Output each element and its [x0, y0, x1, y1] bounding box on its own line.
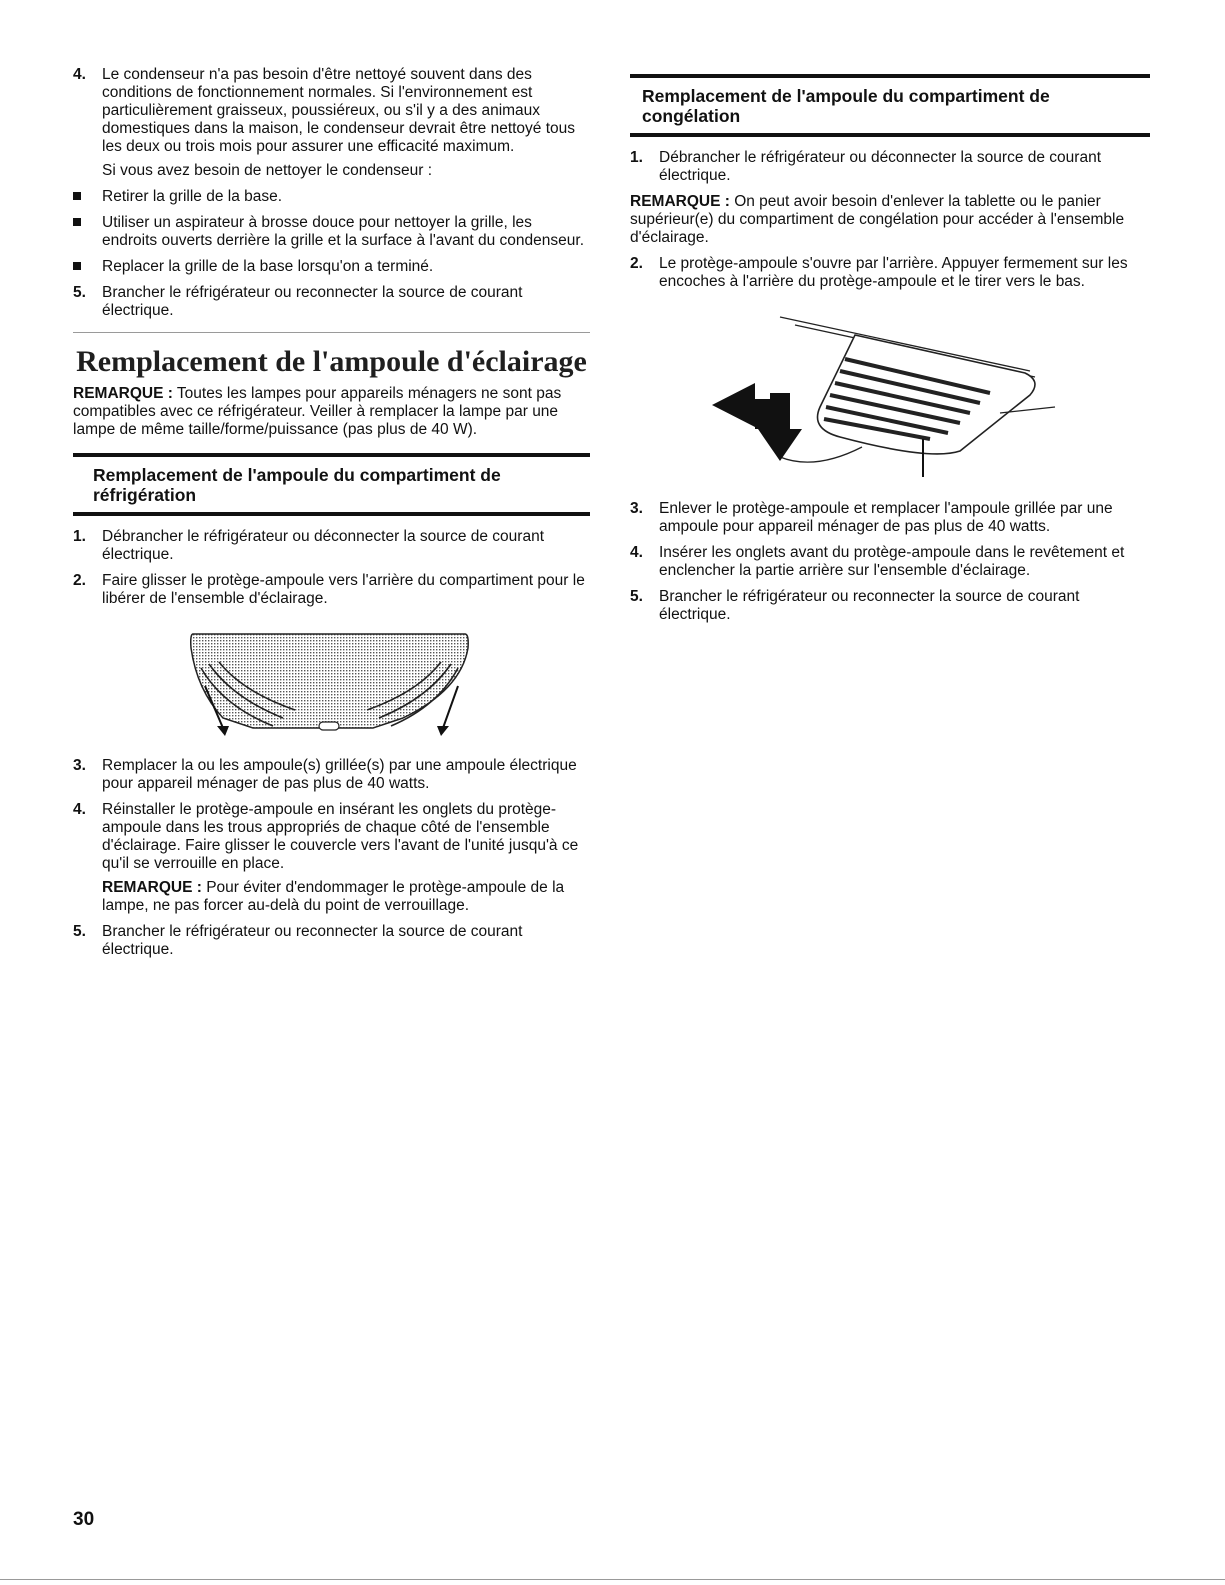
note-text: Toutes les lampes pour appareils ménagers ne sont pas compatibles avec ce réfrigérateur. Veiller à remplacer la lampe par une lampe de même taille/forme/puissance (pas plus de 40 W).	[73, 385, 562, 438]
step-text: Brancher le réfrigérateur ou reconnecter la source de courant électrique.	[102, 284, 523, 319]
step-number: 2.	[73, 572, 86, 589]
step-intro: Si vous avez besoin de nettoyer le condenseur :	[102, 162, 433, 179]
step-number: 1.	[630, 149, 643, 166]
note-label: REMARQUE :	[102, 879, 202, 896]
note-text: On peut avoir besoin d'enlever la tablette ou le panier supérieur(e) du compartiment de congélation pour accéder à l'ensemble d'éclairage.	[630, 193, 1125, 246]
freezer-step-4	[630, 544, 1150, 580]
page-bottom-rule	[0, 1579, 1225, 1580]
freezer-step-1	[630, 149, 1150, 185]
note-label: REMARQUE :	[630, 193, 730, 210]
bullet-text: Replacer la grille de la base lorsqu'on a terminé.	[102, 258, 434, 275]
step-number: 4.	[73, 66, 86, 83]
step-number: 4.	[630, 544, 643, 561]
step-text: Remplacer la ou les ampoule(s) grillée(s) par une ampoule électrique pour appareil ménager de pas plus de 40 watts.	[102, 757, 577, 792]
square-bullet-icon	[73, 262, 81, 270]
condenser-step-5	[73, 284, 590, 320]
subheading-refrigerator	[73, 453, 590, 516]
note-text: Pour éviter d'endommager le protège-ampoule de la lampe, ne pas forcer au-delà du point de verrouillage.	[102, 879, 565, 914]
bullet-text: Utiliser un aspirateur à brosse douce pour nettoyer la grille, les endroits ouverts derrière la grille et la surface à l'avant du condenseur.	[102, 214, 585, 249]
bullet-item	[73, 258, 590, 276]
note	[73, 385, 590, 439]
note	[630, 193, 1150, 247]
square-bullet-icon	[73, 192, 81, 200]
step-number: 2.	[630, 255, 643, 272]
fridge-step-2	[73, 572, 590, 608]
step-text: Débrancher le réfrigérateur ou déconnecter la source de courant électrique.	[102, 528, 545, 563]
subheading-freezer	[630, 74, 1150, 137]
fridge-step-3	[73, 757, 590, 793]
step-number: 1.	[73, 528, 86, 545]
step-text: Enlever le protège-ampoule et remplacer l'ampoule grillée par une ampoule pour appareil ménager de pas plus de 40 watts.	[659, 500, 1113, 535]
light-shield-drawing	[73, 628, 590, 738]
bullet-text: Retirer la grille de la base.	[102, 188, 283, 205]
fridge-step-5	[73, 923, 590, 959]
refrigerator-light-shield-illustration	[73, 628, 590, 743]
note-label: REMARQUE :	[73, 385, 173, 402]
freezer-step-5	[630, 588, 1150, 624]
right-column	[630, 66, 1150, 632]
page-number: 30	[73, 1509, 95, 1530]
square-bullet-icon	[73, 218, 81, 226]
bullet-item	[73, 188, 590, 206]
condenser-step-4	[73, 66, 590, 180]
step-number: 5.	[73, 284, 86, 301]
fridge-step-4	[73, 801, 590, 915]
step-text: Débrancher le réfrigérateur ou déconnecter la source de courant électrique.	[659, 149, 1102, 184]
step-number: 3.	[73, 757, 86, 774]
subheading-text: Remplacement de l'ampoule du compartiment de congélation	[642, 86, 1050, 126]
section-divider	[73, 332, 590, 333]
step-number: 3.	[630, 500, 643, 517]
bullet-item	[73, 214, 590, 250]
fridge-step-1	[73, 528, 590, 564]
step-number: 5.	[630, 588, 643, 605]
step-number: 5.	[73, 923, 86, 940]
freezer-step-3	[630, 500, 1150, 536]
step-text: Brancher le réfrigérateur ou reconnecter la source de courant électrique.	[102, 923, 523, 958]
step-text: Réinstaller le protège-ampoule en insérant les onglets du protège-ampoule dans les trous appropriés de chaque côté de l'ensemble d'éclairage. Faire glisser le couvercle vers l'avant de l'unité jusqu'à ce qu'il se verrouille en place.	[102, 801, 579, 872]
step-text: Le protège-ampoule s'ouvre par l'arrière. Appuyer fermement sur les encoches à l'arrière du protège-ampoule et le tirer vers le bas.	[659, 255, 1128, 290]
step-text: Brancher le réfrigérateur ou reconnecter la source de courant électrique.	[659, 588, 1080, 623]
freezer-shield-drawing	[630, 311, 1150, 481]
step-text: Le condenseur n'a pas besoin d'être nettoyé souvent dans des conditions de fonctionnement normales. Si l'environnement est particulièrement graisseux, poussiéreux, ou s'il y a des animaux domestiques dans la maison, le condenseur devrait être nettoyé tous les deux ou trois mois pour assurer une efficacité maximum.	[102, 66, 576, 155]
subheading-text: Remplacement de l'ampoule du compartiment de réfrigération	[93, 465, 501, 505]
step-note	[102, 879, 590, 915]
left-column	[73, 66, 590, 967]
step-text: Insérer les onglets avant du protège-ampoule dans le revêtement et enclencher la partie arrière sur l'ensemble d'éclairage.	[659, 544, 1125, 579]
freezer-light-shield-illustration	[630, 311, 1150, 486]
step-number: 4.	[73, 801, 86, 818]
freezer-step-2	[630, 255, 1150, 291]
step-text: Faire glisser le protège-ampoule vers l'arrière du compartiment pour le libérer de l'ensemble d'éclairage.	[102, 572, 585, 607]
section-title: Remplacement de l'ampoule d'éclairage	[76, 345, 587, 378]
